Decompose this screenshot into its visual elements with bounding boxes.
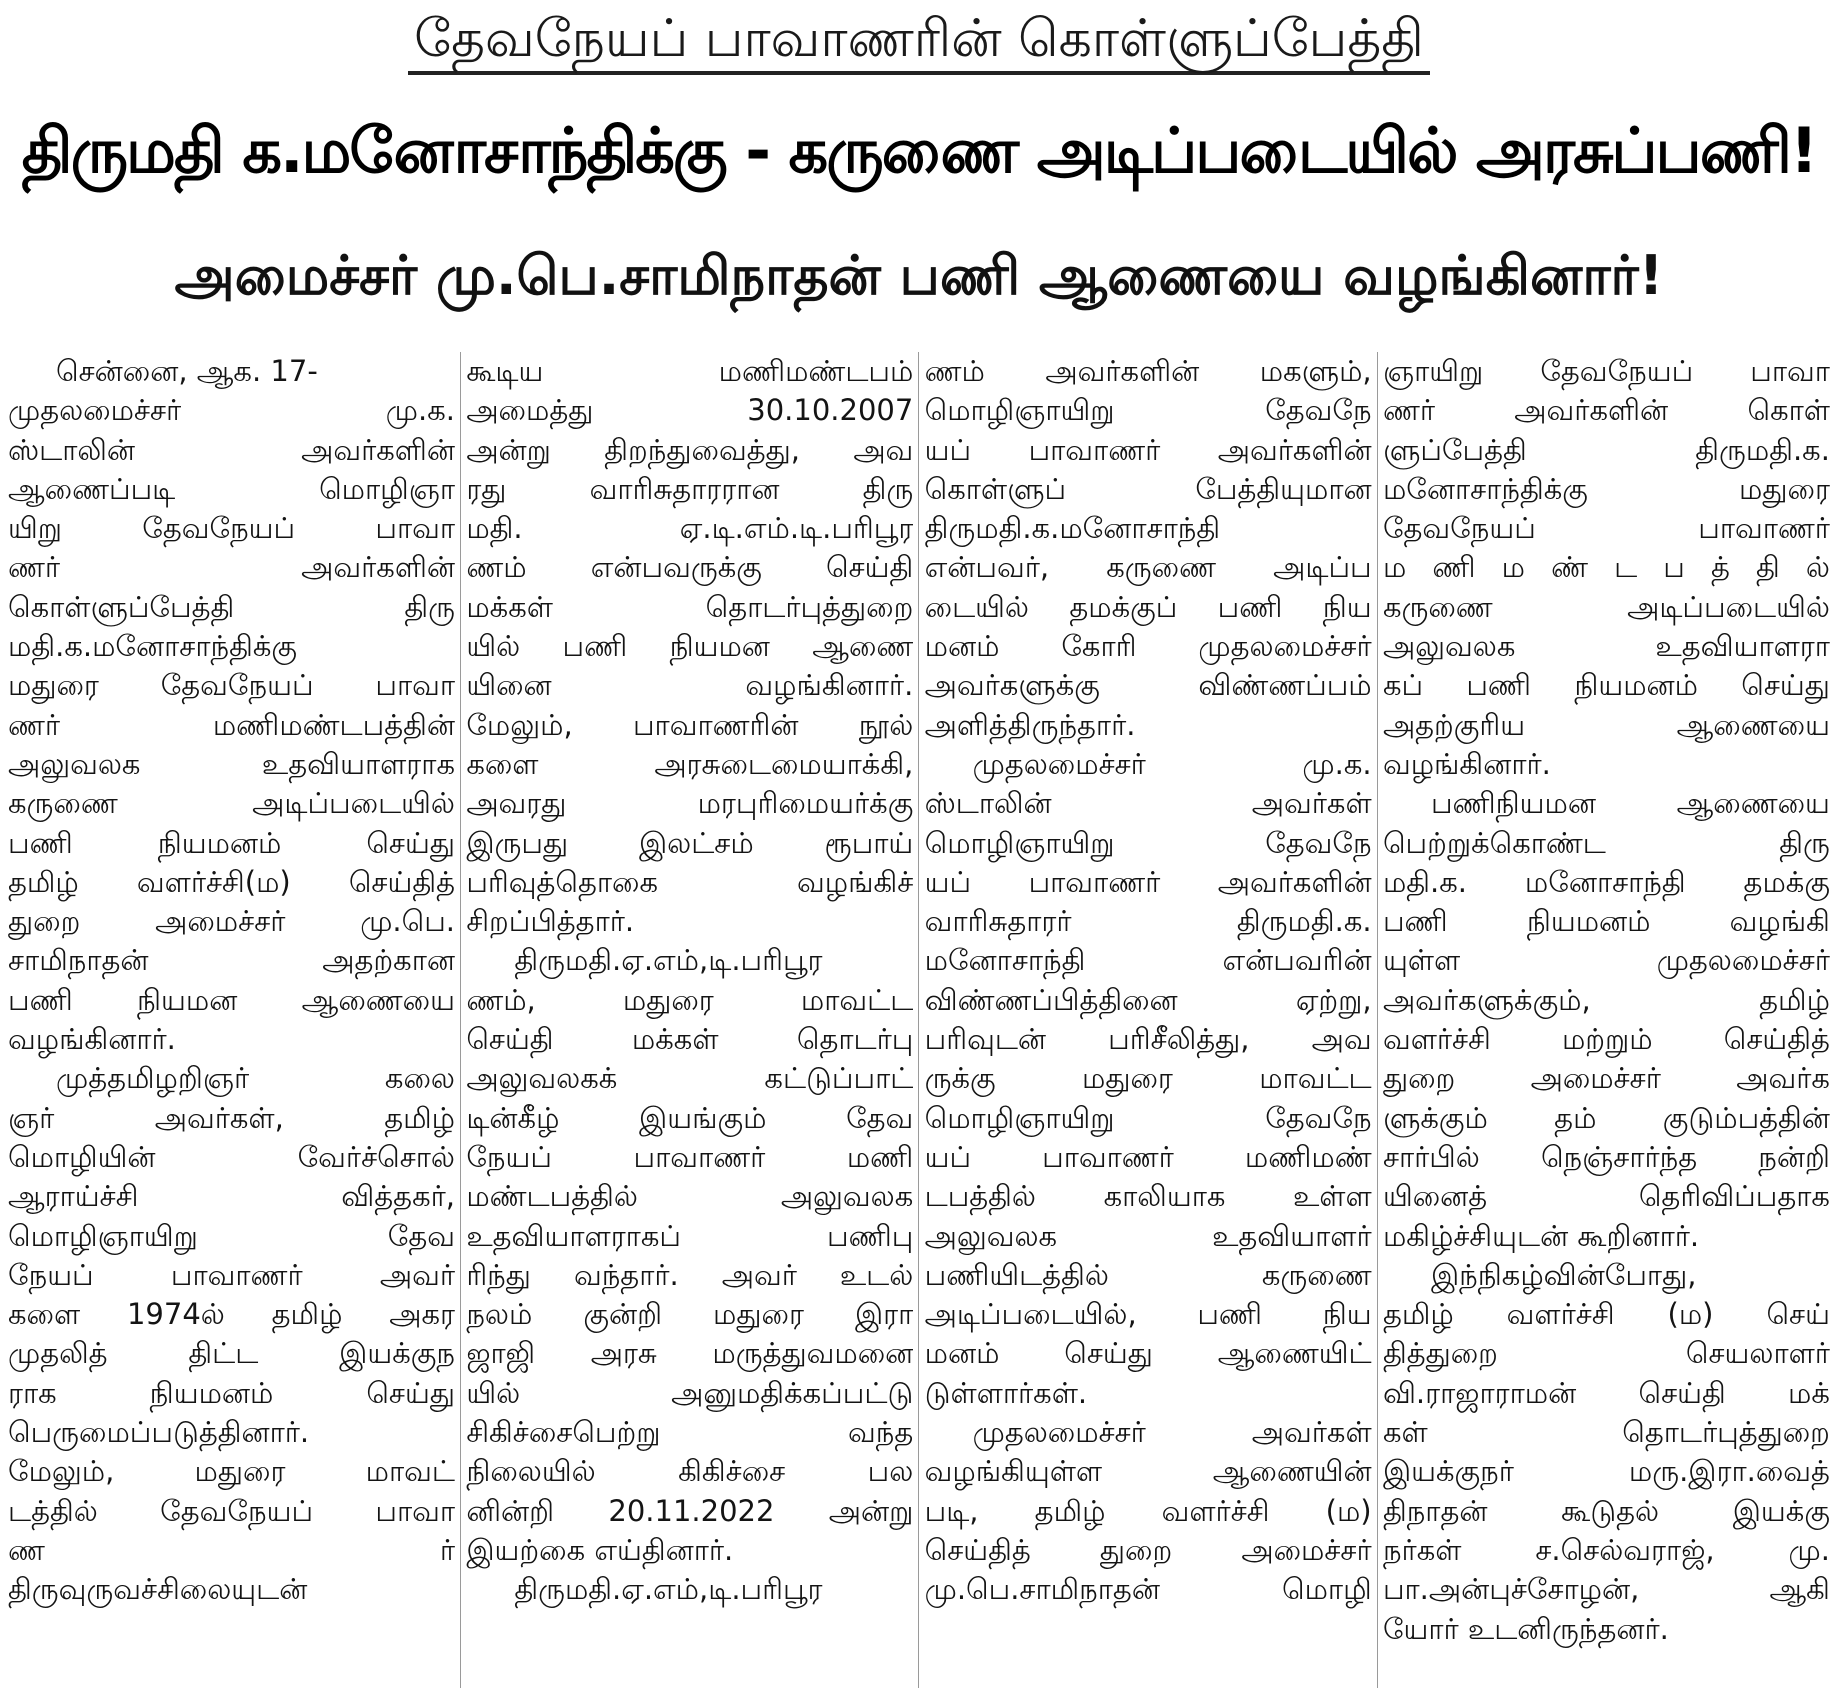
column-line: ஆணைப்படி மொழிஞா (8, 471, 455, 506)
column-line: அலுவலக உதவியாளர் (924, 1218, 1372, 1253)
column-line: மு.பெ.சாமிநாதன் மொழி (924, 1572, 1372, 1607)
column-line: ணம், மதுரை மாவட்ட (466, 982, 914, 1017)
column-line: கள் தொடர்புத்துறை (1382, 1415, 1830, 1450)
column-line: என்பவர், கருணை அடிப்ப (924, 550, 1372, 585)
column-divider (1377, 352, 1378, 1688)
column-line: செய்தி மக்கள் தொடர்பு (466, 1022, 914, 1057)
column-line: சார்பில் நெஞ்சார்ந்த நன்றி (1382, 1139, 1830, 1174)
column-line: ணர் அவர்களின் கொள் (1382, 393, 1830, 428)
subheadline: அமைச்சர் மு.பெ.சாமிநாதன் பணி ஆணையை வழங்கினார்! (174, 244, 1664, 307)
column-line: பெற்றுக்கொண்ட திரு (1382, 825, 1830, 860)
column-line: யப் பாவாணர் அவர்களின் (924, 864, 1372, 899)
column-line: ஜாஜி அரசு மருத்துவமனை (466, 1336, 914, 1371)
column-line: பணி நியமன ஆணையை (8, 982, 455, 1017)
column-line: கருணை அடிப்படையில் (1382, 589, 1830, 624)
column-line: ம ணி ம ண் ட ப த் தி ல் (1382, 550, 1830, 585)
column-line: யோர் உடனிருந்தனர். (1382, 1611, 1669, 1646)
column-line: மனம் செய்து ஆணையிட் (924, 1336, 1372, 1371)
column-line: நேயப் பாவாணர் மணி (466, 1139, 914, 1174)
kicker-text: தேவநேயப் பாவாணரின் கொள்ளுப்பேத்தி (408, 9, 1430, 75)
column-line: மேலும், பாவாணரின் நூல் (466, 707, 914, 742)
column-line: மனோசாந்தி என்பவரின் (924, 943, 1372, 978)
column-line: தமிழ் வளர்ச்சி(ம) செய்தித் (8, 864, 455, 899)
column-line: னின்றி 20.11.2022 அன்று (466, 1493, 914, 1528)
column-line: வளர்ச்சி மற்றும் செய்தித் (1382, 1022, 1830, 1057)
column-line: மனோசாந்திக்கு மதுரை (1382, 471, 1830, 506)
column-line: அலுவலக உதவியாளரா (1382, 629, 1830, 664)
column-line: அளித்திருந்தார். (924, 707, 1136, 742)
column-line: துறை அமைச்சர் அவர்க (1382, 1061, 1830, 1096)
column-line: சிறப்பித்தார். (466, 904, 635, 939)
column-line: நிலையில் கிகிச்சை பல (466, 1454, 914, 1489)
column-line: ரது வாரிசுதாரரான திரு (466, 471, 914, 506)
column-line: வழங்கினார். (1382, 746, 1551, 781)
column-line: இந்நிகழ்வின்போது, (1430, 1257, 1697, 1292)
column-line: தமிழ் வளர்ச்சி (ம) செய் (1382, 1297, 1830, 1332)
column-line: பணி நியமனம் செய்து (8, 825, 455, 860)
column-line: மதுரை தேவநேயப் பாவா (8, 668, 455, 703)
column-line: மொழிஞாயிறு தேவ (8, 1218, 455, 1253)
column-line: அவர்களுக்கு விண்ணப்பம் (924, 668, 1372, 703)
column-line: விண்ணப்பித்தினை ஏற்று, (924, 982, 1372, 1017)
column-line: களை 1974ல் தமிழ் அகர (8, 1297, 455, 1332)
column-line: யில் பணி நியமன ஆணை (466, 629, 914, 664)
column-line: கருணை அடிப்படையில் (8, 786, 455, 821)
column-line: மொழிஞாயிறு தேவநே (924, 1100, 1372, 1135)
column-line: தேவநேயப் பாவாணர் (1382, 511, 1830, 546)
column-line: மதி. ஏ.டி.எம்.டி.பரிபூர (466, 511, 914, 546)
column-line: ளுப்பேத்தி திருமதி.க. (1382, 432, 1830, 467)
column-line: மக்கள் தொடர்புத்துறை (466, 589, 914, 624)
column-line: மொழிஞாயிறு தேவநே (924, 825, 1372, 860)
column-line: அடிப்படையில், பணி நிய (924, 1297, 1372, 1332)
column-line: வாரிசுதாரர் திருமதி.க. (924, 904, 1372, 939)
column-line: படி, தமிழ் வளர்ச்சி (ம) (924, 1493, 1372, 1528)
column-line: ணம் என்பவருக்கு செய்தி (466, 550, 914, 585)
column-line: மதி.க. மனோசாந்தி தமக்கு (1382, 864, 1830, 899)
column-line: மதி.க.மனோசாந்திக்கு (8, 629, 298, 664)
column-line: வழங்கினார். (8, 1022, 176, 1057)
article-column-2 (466, 352, 913, 1688)
column-line: டபத்தில் காலியாக உள்ள (924, 1179, 1372, 1214)
kicker (8, 6, 1830, 76)
column-line: யுள்ள முதலமைச்சர் (1382, 943, 1830, 978)
column-line: முதலமைச்சர் அவர்கள் (972, 1415, 1372, 1450)
column-line: கூடிய மணிமண்டபம் (466, 354, 914, 388)
column-line: அலுவலக உதவியாளராக (8, 746, 455, 781)
column-line: மொழிஞாயிறு தேவநே (924, 393, 1372, 428)
column-line: சாமிநாதன் அதற்கான (8, 943, 455, 978)
column-line: மொழியின் வேர்ச்சொல் (8, 1139, 455, 1174)
column-line: டின்கீழ் இயங்கும் தேவ (466, 1100, 914, 1135)
column-line: ராக நியமனம் செய்து (8, 1375, 455, 1410)
column-line: ஆராய்ச்சி வித்தகர், (8, 1179, 455, 1214)
column-divider (460, 352, 461, 1688)
column-line: கொள்ளுப் பேத்தியுமான (924, 471, 1372, 506)
column-line: ஞாயிறு தேவநேயப் பாவா (1382, 354, 1830, 388)
article-column-3 (925, 352, 1372, 1688)
article-column-4 (1383, 352, 1830, 1688)
column-line: வி.ராஜாராமன் செய்தி மக் (1382, 1375, 1830, 1410)
column-line: அன்று திறந்துவைத்து, அவ (466, 432, 914, 467)
headline: திருமதி க.மனோசாந்திக்கு - கருணை அடிப்படையில் அரசுப்பணி! (21, 114, 1817, 187)
column-line: நலம் குன்றி மதுரை இரா (466, 1297, 914, 1332)
column-line: பெருமைப்படுத்தினார். (8, 1415, 310, 1450)
column-line: மேலும், மதுரை மாவட் (8, 1454, 455, 1489)
column-line: ஸ்டாலின் அவர்களின் (8, 432, 455, 467)
column-line: துறை அமைச்சர் மு.பெ. (8, 904, 455, 939)
column-line: முதலமைச்சர் மு.க. (972, 746, 1372, 781)
column-line: வழங்கியுள்ள ஆணையின் (924, 1454, 1372, 1489)
column-line: முதலித் திட்ட இயக்குந (8, 1336, 455, 1371)
column-line: அதற்குரிய ஆணையை (1382, 707, 1830, 742)
column-line: திருவுருவச்சிலையுடன் (8, 1572, 308, 1607)
column-line: ண ர் (8, 1532, 455, 1567)
column-line: ளுக்கும் தம் குடும்பத்தின் (1382, 1100, 1830, 1135)
column-line: திருமதி.ஏ.எம்,டி.பரிபூர (514, 1572, 823, 1607)
column-line: பரிவுடன் பரிசீலித்து, அவ (924, 1022, 1372, 1057)
column-divider (918, 352, 919, 1688)
column-line: யில் அனுமதிக்கப்பட்டு (466, 1375, 914, 1410)
article-column-1 (8, 352, 455, 1688)
column-line: ணர் மணிமண்டபத்தின் (8, 707, 455, 742)
column-line: ஞர் அவர்கள், தமிழ் (8, 1100, 455, 1135)
column-line: முத்தமிழறிஞர் கலை (56, 1061, 455, 1096)
column-line: திநாதன் கூடுதல் இயக்கு (1382, 1493, 1830, 1528)
column-line: அமைத்து 30.10.2007 (466, 393, 914, 428)
column-line: ணம் அவர்களின் மகளும், (924, 354, 1372, 388)
column-line: பா.அன்புச்சோழன், ஆகி (1382, 1572, 1830, 1607)
column-line: யப் பாவாணர் மணிமண் (924, 1139, 1372, 1174)
column-line: டையில் தமக்குப் பணி நிய (924, 589, 1372, 624)
column-line: பணியிடத்தில் கருணை (924, 1257, 1372, 1292)
column-line: ஸ்டாலின் அவர்கள் (924, 786, 1372, 821)
column-line: நர்கள் ச.செல்வராஜ், மு. (1382, 1532, 1830, 1567)
column-line: அலுவலகக் கட்டுப்பாட் (466, 1061, 914, 1096)
column-line: கொள்ளுப்பேத்தி திரு (8, 589, 455, 624)
column-line: தித்துறை செயலாளர் (1382, 1336, 1830, 1371)
column-line: யினை வழங்கினார். (466, 668, 914, 703)
column-line: அவர்களுக்கும், தமிழ் (1382, 982, 1830, 1017)
column-line: சிகிச்சைபெற்று வந்த (466, 1415, 914, 1450)
column-line: மகிழ்ச்சியுடன் கூறினார். (1382, 1218, 1700, 1253)
column-line: பணிநியமன ஆணையை (1430, 786, 1830, 821)
column-line: ணர் அவர்களின் (8, 550, 455, 585)
column-line: பணி நியமனம் வழங்கி (1382, 904, 1830, 939)
column-line: டத்தில் தேவநேயப் பாவா (8, 1493, 455, 1528)
column-line: சென்னை, ஆக. 17- (56, 354, 318, 388)
column-line: மண்டபத்தில் அலுவலக (466, 1179, 914, 1214)
column-line: யப் பாவாணர் அவர்களின் (924, 432, 1372, 467)
column-line: இயக்குநர் மரு.இரா.வைத் (1382, 1454, 1830, 1489)
column-line: இயற்கை எய்தினார். (466, 1532, 734, 1567)
article-body (8, 352, 1830, 1688)
column-line: யிறு தேவநேயப் பாவா (8, 511, 455, 546)
column-line: உதவியாளராகப் பணிபு (466, 1218, 914, 1253)
column-line: நேயப் பாவாணர் அவர் (8, 1257, 455, 1292)
column-line: மனம் கோரி முதலமைச்சர் (924, 629, 1372, 664)
column-line: இருபது இலட்சம் ரூபாய் (466, 825, 914, 860)
column-line: டுள்ளார்கள். (924, 1375, 1088, 1410)
column-line: யினைத் தெரிவிப்பதாக (1382, 1179, 1830, 1214)
column-line: செய்தித் துறை அமைச்சர் (924, 1532, 1372, 1567)
column-line: திருமதி.ஏ.எம்,டி.பரிபூர (514, 943, 823, 978)
column-line: திருமதி.க.மனோசாந்தி (924, 511, 1221, 546)
column-line: முதலமைச்சர் மு.க. (8, 393, 455, 428)
column-line: அவரது மரபுரிமையர்க்கு (466, 786, 914, 821)
column-line: கப் பணி நியமனம் செய்து (1382, 668, 1830, 703)
column-line: ருக்கு மதுரை மாவட்ட (924, 1061, 1372, 1096)
column-line: ரிந்து வந்தார். அவர் உடல் (466, 1257, 914, 1292)
column-line: களை அரசுடைமையாக்கி, (466, 746, 914, 781)
column-line: பரிவுத்தொகை வழங்கிச் (466, 864, 914, 899)
